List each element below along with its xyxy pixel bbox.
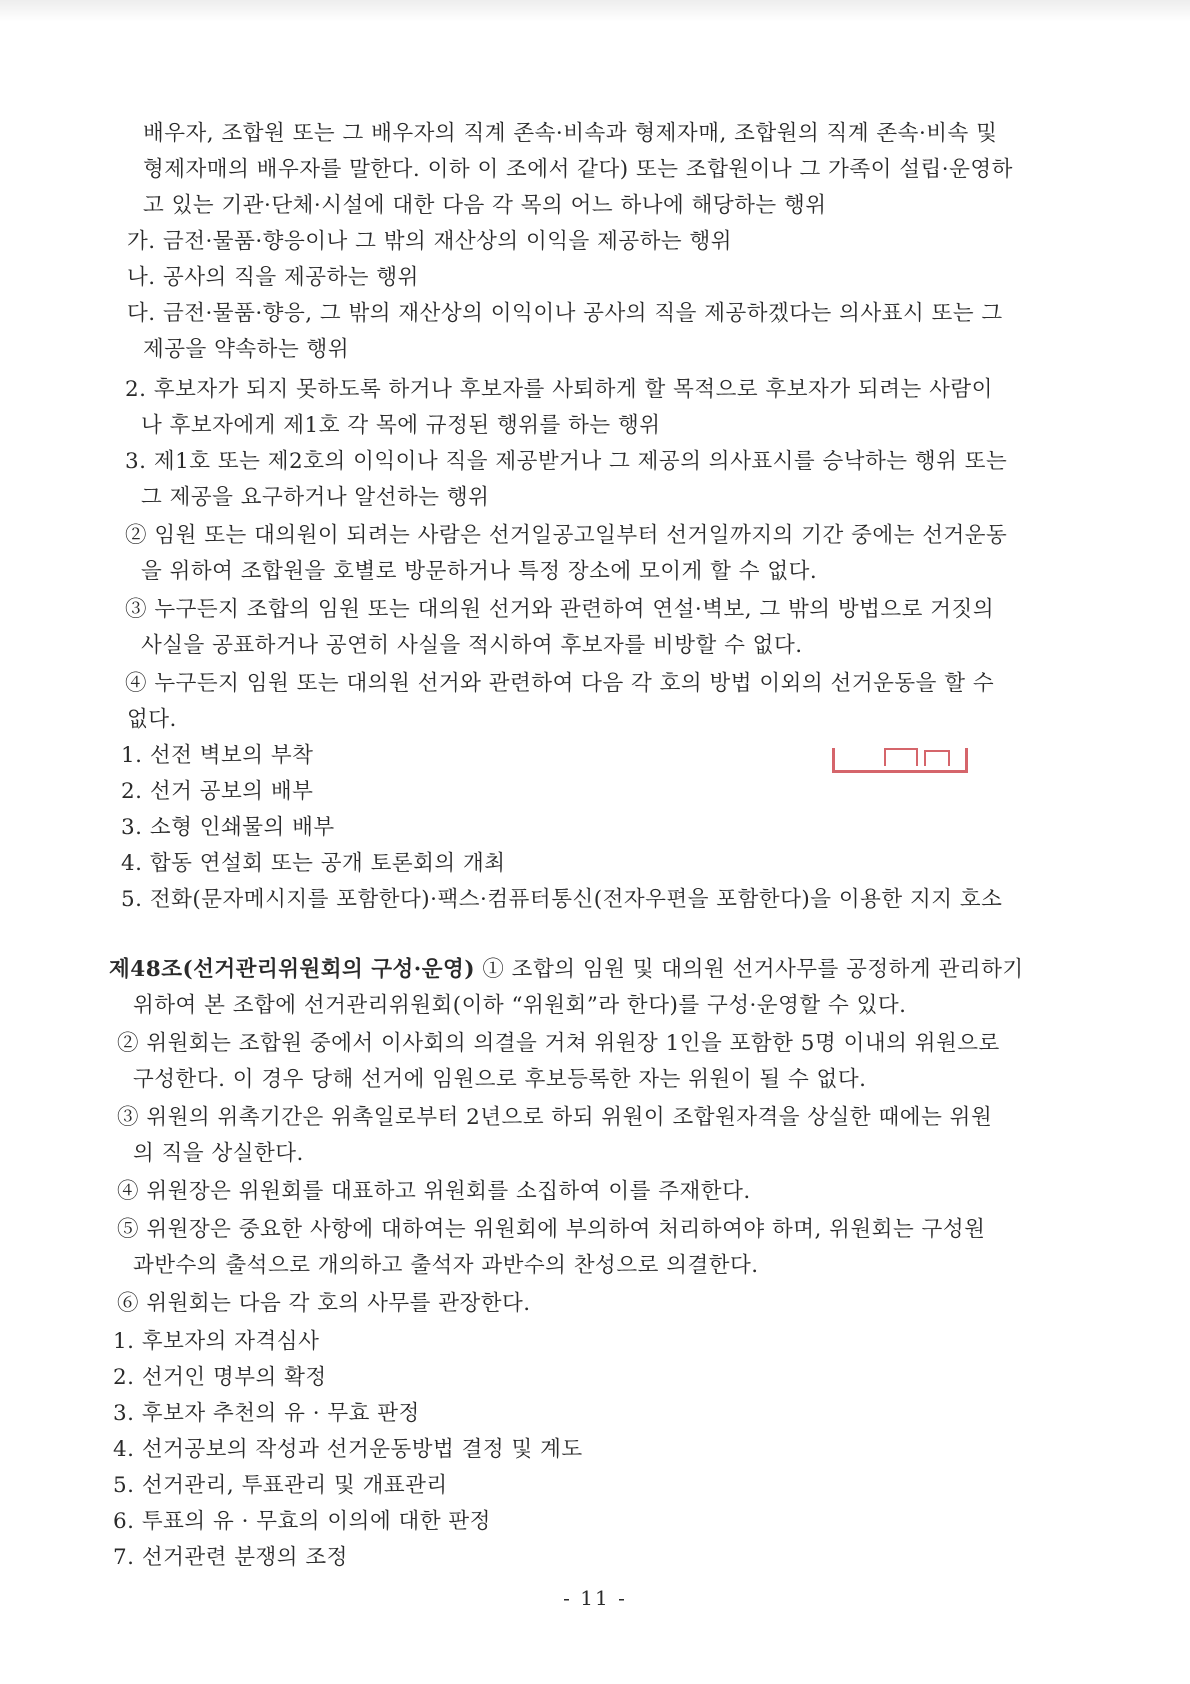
text-line xyxy=(143,335,349,365)
line-text: ③ 누구든지 조합의 임원 또는 대의원 선거와 관련하여 연설·벽보, 그 밖의 방법으로 거짓의 xyxy=(125,597,995,622)
text-line xyxy=(113,1543,348,1573)
text-line xyxy=(113,1471,448,1501)
line-text: 3. 후보자 추천의 유 · 무효 판정 xyxy=(113,1401,420,1426)
line-text: 2. 선거 공보의 배부 xyxy=(121,779,314,804)
line-text: 구성한다. 이 경우 당해 선거에 임원으로 후보등록한 자는 위원이 될 수 없다. xyxy=(133,1067,867,1092)
line-text: 형제자매의 배우자를 말한다. 이하 이 조에서 같다) 또는 조합원이나 그 가족이 설립·운영하 xyxy=(143,157,1013,182)
text-line xyxy=(117,1215,985,1245)
text-line xyxy=(133,1065,866,1095)
line-text: 배우자, 조합원 또는 그 배우자의 직계 존속·비속과 형제자매, 조합원의 직계 존속·비속 및 xyxy=(143,121,998,146)
line-text: 나. 공사의 직을 제공하는 행위 xyxy=(127,265,419,290)
text-line xyxy=(121,813,335,843)
line-text: 다. 금전·물품·향응, 그 밖의 재산상의 이익이나 공사의 직을 제공하겠다는 의사표시 또는 그 xyxy=(127,301,1003,326)
text-line xyxy=(127,263,419,293)
text-line xyxy=(127,227,732,257)
text-line xyxy=(117,1029,1000,1059)
line-text: 사실을 공표하거나 공연히 사실을 적시하여 후보자를 비방할 수 없다. xyxy=(141,633,803,658)
line-text: 4. 합동 연설회 또는 공개 토론회의 개최 xyxy=(121,851,506,876)
line-text: 과반수의 출석으로 개의하고 출석자 과반수의 찬성으로 의결한다. xyxy=(133,1253,759,1278)
text-line xyxy=(141,557,817,587)
text-line xyxy=(141,411,661,441)
line-text: 나 후보자에게 제1호 각 목에 규정된 행위를 하는 행위 xyxy=(141,413,661,438)
line-text: 2. 선거인 명부의 확정 xyxy=(113,1365,327,1390)
text-line xyxy=(117,1177,751,1207)
text-line xyxy=(113,1363,327,1393)
line-text: 6. 투표의 유 · 무효의 이의에 대한 판정 xyxy=(113,1509,491,1534)
text-line xyxy=(117,1289,531,1319)
red-stamp xyxy=(832,740,968,773)
line-text: 가. 금전·물품·향응이나 그 밖의 재산상의 이익을 제공하는 행위 xyxy=(127,229,733,254)
text-line xyxy=(143,155,1013,185)
line-text: ① 조합의 임원 및 대의원 선거사무를 공정하게 관리하기 xyxy=(475,957,1024,982)
line-text: 5. 전화(문자메시지를 포함한다)·팩스·컴퓨터통신(전자우편을 포함한다)을 이용한 지지 호소 xyxy=(121,887,1003,912)
text-line xyxy=(125,595,994,625)
line-text: 고 있는 기관·단체·시설에 대한 다음 각 목의 어느 하나에 해당하는 행위 xyxy=(143,193,827,218)
text-line xyxy=(125,669,994,699)
line-text: ④ 누구든지 임원 또는 대의원 선거와 관련하여 다음 각 호의 방법 이외의 선거운동을 할 수 xyxy=(125,671,995,696)
text-line xyxy=(113,1507,491,1537)
line-text: 을 위하여 조합원을 호별로 방문하거나 특정 장소에 모이게 할 수 없다. xyxy=(141,559,818,584)
line-text: 3. 소형 인쇄물의 배부 xyxy=(121,815,335,840)
text-line xyxy=(121,777,313,807)
line-text: ③ 위원의 위촉기간은 위촉일로부터 2년으로 하되 위원이 조합원자격을 상실한 때에는 위원 xyxy=(117,1105,993,1130)
text-line xyxy=(143,119,997,149)
line-text: 4. 선거공보의 작성과 선거운동방법 결정 및 계도 xyxy=(113,1437,583,1462)
line-text: 7. 선거관련 분쟁의 조정 xyxy=(113,1545,348,1570)
text-line xyxy=(133,1139,304,1169)
text-line xyxy=(113,1399,420,1429)
line-text: ⑥ 위원회는 다음 각 호의 사무를 관장한다. xyxy=(117,1291,531,1316)
text-line xyxy=(125,375,993,405)
text-line xyxy=(127,299,1003,329)
text-line xyxy=(125,521,1007,551)
text-line xyxy=(143,191,827,221)
text-line xyxy=(117,1103,992,1133)
text-line xyxy=(133,1251,759,1281)
text-line xyxy=(121,741,313,771)
text-line xyxy=(113,1435,583,1465)
line-text: 5. 선거관리, 투표관리 및 개표관리 xyxy=(113,1473,448,1498)
line-text: 1. 후보자의 자격심사 xyxy=(113,1329,320,1354)
line-text: ⑤ 위원장은 중요한 사항에 대하여는 위원회에 부의하여 처리하여야 하며, 위원회는 구성원 xyxy=(117,1217,986,1242)
line-text: 2. 후보자가 되지 못하도록 하거나 후보자를 사퇴하게 할 목적으로 후보자가 되려는 사람이 xyxy=(125,377,993,402)
line-text: 없다. xyxy=(127,707,177,732)
text-line xyxy=(121,849,506,879)
text-line xyxy=(141,483,489,513)
line-text: 1. 선전 벽보의 부착 xyxy=(121,743,314,768)
line-text: ④ 위원장은 위원회를 대표하고 위원회를 소집하여 이를 주재한다. xyxy=(117,1179,751,1204)
text-line xyxy=(113,1327,319,1357)
text-line xyxy=(127,705,177,735)
line-text: ② 임원 또는 대의원이 되려는 사람은 선거일공고일부터 선거일까지의 기간 중에는 선거운동 xyxy=(125,523,1008,548)
text-line xyxy=(133,991,906,1021)
line-text: ② 위원회는 조합원 중에서 이사회의 의결을 거쳐 위원장 1인을 포함한 5명 이내의 위원으로 xyxy=(117,1031,1000,1056)
text-line xyxy=(141,631,803,661)
text-line xyxy=(109,955,1024,985)
page-number: - 11 - xyxy=(563,1586,627,1610)
scan-edge xyxy=(0,0,1190,22)
line-text: 제공을 약속하는 행위 xyxy=(143,337,350,362)
line-text: 3. 제1호 또는 제2호의 이익이나 직을 제공받거나 그 제공의 의사표시를 승낙하는 행위 또는 xyxy=(125,449,1008,474)
text-line xyxy=(125,447,1007,477)
line-text: 위하여 본 조합에 선거관리위원회(이하 “위원회”라 한다)를 구성·운영할 수 있다. xyxy=(133,993,907,1018)
line-text: 그 제공을 요구하거나 알선하는 행위 xyxy=(141,485,490,510)
text-line xyxy=(121,885,1002,915)
line-text: 의 직을 상실한다. xyxy=(133,1141,304,1166)
article-heading: 제48조(선거관리위원회의 구성·운영) xyxy=(109,957,476,982)
